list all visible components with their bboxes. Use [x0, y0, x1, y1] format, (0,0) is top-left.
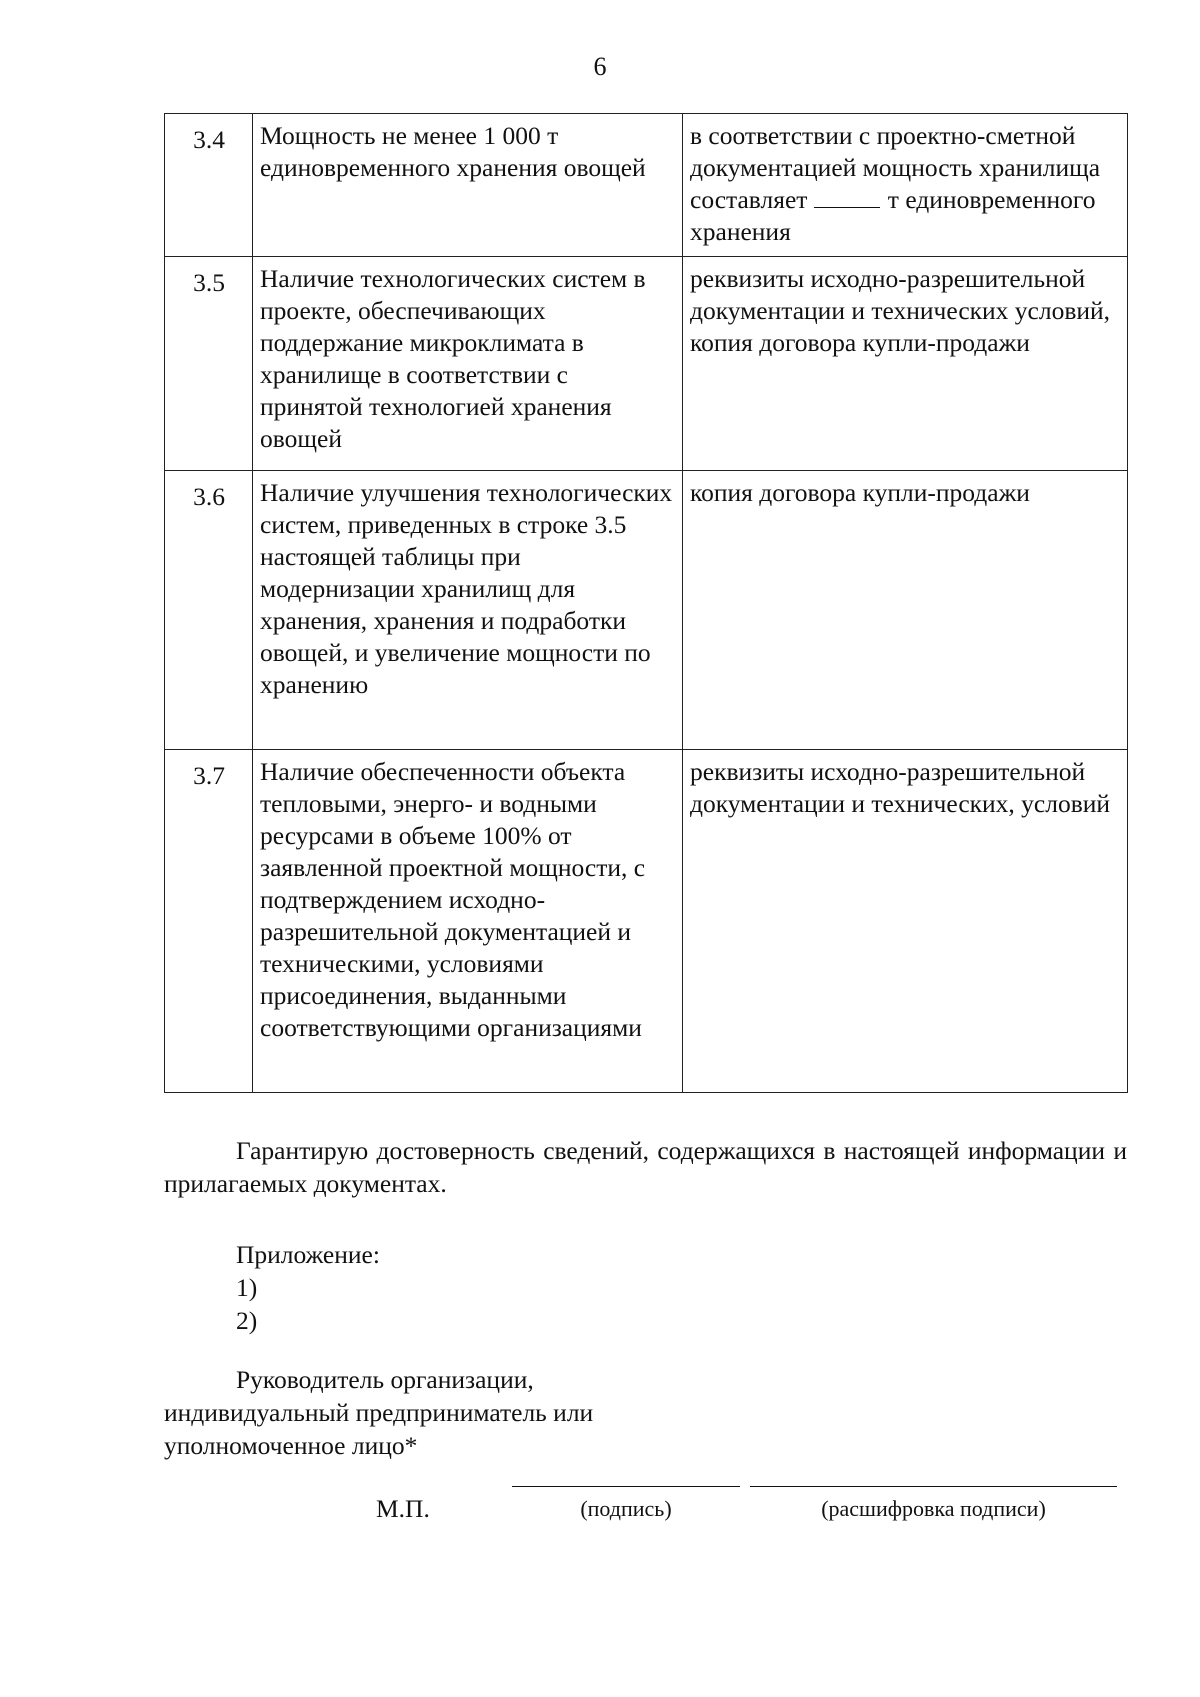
evidence-text: единовременного хранения — [690, 185, 1096, 246]
criteria-table — [164, 113, 1128, 1093]
evidence-cell — [683, 114, 1128, 257]
signature-decoding-line — [750, 1486, 1117, 1487]
signature-area — [0, 1478, 1200, 1548]
evidence-text: в соответствии с проектно-сметной документацией мощность хранилища составляет — [690, 121, 1101, 214]
signer-block — [164, 1363, 593, 1462]
signature-line — [512, 1486, 740, 1487]
table-row — [165, 750, 1128, 1093]
criterion-cell: Наличие обеспеченности объекта тепловыми, энерго- и водными ресурсами в объеме 100% от заявленной проектной мощности, с подтверждением исходно-разрешительной документацией и техническими, условиями присоединения, выданными соответствующими организациями — [253, 750, 683, 1093]
evidence-cell: реквизиты исходно-разрешительной документации и технических, условий — [683, 750, 1128, 1093]
criterion-cell: Мощность не менее 1 000 т единовременного хранения овощей — [253, 114, 683, 257]
row-number: 3.6 — [165, 471, 253, 750]
guarantee-statement: Гарантирую достоверность сведений, содержащихся в настоящей информации и прилагаемых документах. — [164, 1136, 1127, 1198]
criterion-cell: Наличие улучшения технологических систем, приведенных в строке 3.5 настоящей таблицы при модернизации хранилищ для хранения, хранения и подработки овощей, и увеличение мощности по хранению — [253, 471, 683, 750]
evidence-unit: т — [887, 185, 899, 214]
signer-line: Руководитель организации, — [236, 1365, 534, 1394]
evidence-cell: реквизиты исходно-разрешительной документации и технических условий, копия договора купли-продажи — [683, 257, 1128, 471]
signer-line: индивидуальный предприниматель или — [164, 1398, 594, 1427]
row-number: 3.7 — [165, 750, 253, 1093]
signer-line: уполномоченное лицо* — [164, 1431, 418, 1460]
row-number: 3.4 — [165, 114, 253, 257]
stamp-label: М.П. — [376, 1494, 430, 1523]
appendix-block — [236, 1238, 380, 1337]
appendix-item: 2) — [236, 1306, 258, 1335]
signature-caption: (подпись) — [580, 1496, 672, 1521]
signature-decoding-caption: (расшифровка подписи) — [821, 1496, 1046, 1521]
table-row — [165, 114, 1128, 257]
appendix-item: 1) — [236, 1273, 258, 1302]
table-row — [165, 257, 1128, 471]
row-number: 3.5 — [165, 257, 253, 471]
table-row — [165, 471, 1128, 750]
evidence-cell: копия договора купли-продажи — [683, 471, 1128, 750]
appendix-title: Приложение: — [236, 1240, 380, 1269]
fill-in-blank — [814, 185, 880, 208]
criterion-cell: Наличие технологических систем в проекте, обеспечивающих поддержание микроклимата в хранилище в соответствии с принятой технологией хранения овощей — [253, 257, 683, 471]
page-number: 6 — [593, 52, 607, 81]
